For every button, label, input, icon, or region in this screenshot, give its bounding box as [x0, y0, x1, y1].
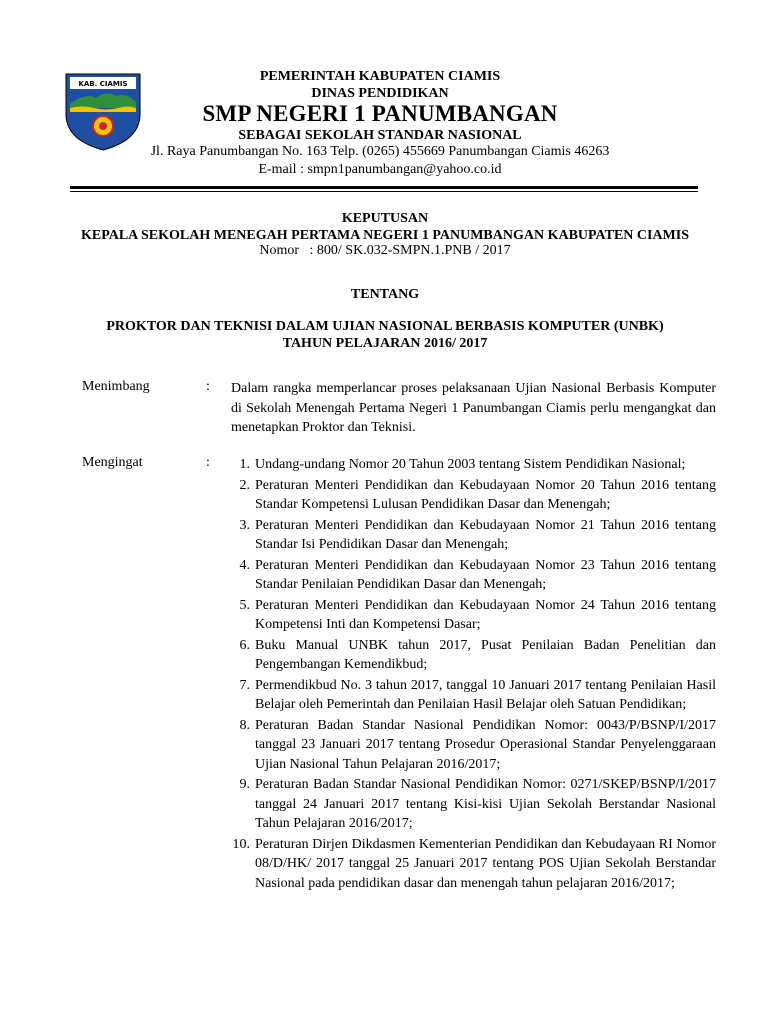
list-item-number: 10. — [232, 836, 250, 852]
list-item — [220, 556, 716, 595]
decree-number: Nomor : 800/ SK.032-SMPN.1.PNB / 2017 — [259, 243, 511, 258]
list-item-number: 2. — [239, 477, 250, 493]
decree-title: KEPUTUSAN — [341, 211, 429, 226]
list-item — [220, 676, 716, 715]
department-name: DINAS PENDIDIKAN — [311, 86, 449, 101]
list-item-text: Peraturan Badan Standar Nasional Pendidikan Nomor: 0271/SKEP/BSNP/I/2017 tanggal 24 Januari 2017 tentang Kisi-kisi Ujian Sekolah Berstandar Nasional Tahun Pelajaran 2016/2017; — [255, 777, 716, 831]
list-item — [220, 476, 716, 515]
subject-line-2: TAHUN PELAJARAN 2016/ 2017 — [282, 336, 488, 351]
list-item — [220, 596, 716, 635]
school-address: Jl. Raya Panumbangan No. 163 Telp. (0265) 455669 Panumbangan Ciamis 46263 — [150, 144, 610, 159]
letterhead-divider-thin — [70, 191, 698, 192]
recalling-colon: : — [206, 455, 210, 470]
list-item — [220, 636, 716, 675]
school-name: SMP NEGERI 1 PANUMBANGAN — [202, 101, 558, 126]
list-item-number: 7. — [239, 677, 250, 693]
school-email: E-mail : smpn1panumbangan@yahoo.co.id — [258, 162, 502, 177]
list-item-number: 3. — [239, 517, 250, 533]
list-item-number: 5. — [239, 597, 250, 613]
list-item-number: 1. — [239, 457, 250, 472]
considering-text: Dalam rangka memperlancar proses pelaksanaan Ujian Nasional Berbasis Komputer di Sekolah Menengah Pertama Negeri 1 Panumbangan Ciamis perlu mengangkat dan menetapkan Proktor dan Teknisi. — [231, 381, 716, 435]
decree-issuer: KEPALA SEKOLAH MENEGAH PERTAMA NEGERI 1 PANUMBANGAN KABUPATEN CIAMIS — [80, 228, 690, 243]
logo-banner-text: KAB. CIAMIS — [78, 80, 128, 88]
list-item-number: 8. — [239, 717, 250, 733]
list-item-text: Peraturan Menteri Pendidikan dan Kebudayaan Nomor 24 Tahun 2016 tentang Kompetensi Inti dan Kompetensi Dasar; — [255, 597, 716, 632]
about-heading: TENTANG — [350, 287, 420, 302]
subject-line-1: PROKTOR DAN TEKNISI DALAM UJIAN NASIONAL BERBASIS KOMPUTER (UNBK) — [106, 319, 664, 334]
list-item-text: Peraturan Menteri Pendidikan dan Kebudayaan Nomor 20 Tahun 2016 tentang Standar Kompetensi Lulusan Pendidikan Dasar dan Menengah; — [255, 477, 716, 512]
considering-label: Menimbang — [82, 379, 150, 394]
list-item — [220, 716, 716, 775]
list-item-text: Permendikbud No. 3 tahun 2017, tanggal 10 Januari 2017 tentang Penilaian Hasil Belajar oleh Pemerintah dan Penilaian Hasil Belajar oleh Satuan Pendidikan; — [255, 677, 716, 712]
list-item-number: 4. — [239, 557, 250, 573]
recalling-list — [220, 455, 716, 894]
list-item-number: 9. — [239, 777, 250, 792]
recalling-label: Mengingat — [82, 455, 143, 470]
list-item-text: Peraturan Menteri Pendidikan dan Kebudayaan Nomor 23 Tahun 2016 tentang Standar Penilaian Pendidikan Dasar dan Menengah; — [255, 557, 716, 592]
list-item — [220, 835, 716, 894]
list-item — [220, 455, 716, 475]
list-item-text: Peraturan Badan Standar Nasional Pendidikan Nomor: 0043/P/BSNP/I/2017 tanggal 23 Januari 2017 tentang Prosedur Operasional Standar Penyelenggaraan Ujian Nasional Tahun Pelajaran 2016/2017; — [255, 717, 716, 772]
letterhead-divider-thick — [70, 186, 698, 189]
school-status: SEBAGAI SEKOLAH STANDAR NASIONAL — [238, 128, 522, 143]
list-item — [220, 516, 716, 555]
list-item-text: Peraturan Menteri Pendidikan dan Kebudayaan Nomor 21 Tahun 2016 tentang Standar Isi Pendidikan Dasar dan Menengah; — [255, 517, 716, 552]
list-item-number: 6. — [239, 637, 250, 653]
list-item-text: Peraturan Dirjen Dikdasmen Kementerian Pendidikan dan Kebudayaan RI Nomor 08/D/HK/ 2017 tanggal 25 Januari 2017 tentang POS Ujian Sekolah Berstandar Nasional pada pendidikan dasar dan menengah tahun pelajaran 2016/2017; — [255, 836, 716, 891]
considering-colon: : — [206, 379, 210, 394]
government-name: PEMERINTAH KABUPATEN CIAMIS — [259, 69, 501, 84]
list-item — [220, 775, 716, 834]
list-item-text: Undang-undang Nomor 20 Tahun 2003 tentang Sistem Pendidikan Nasional; — [255, 457, 686, 472]
list-item-text: Buku Manual UNBK tahun 2017, Pusat Penilaian Badan Penelitian dan Pengembangan Kemendikbud; — [255, 637, 716, 672]
